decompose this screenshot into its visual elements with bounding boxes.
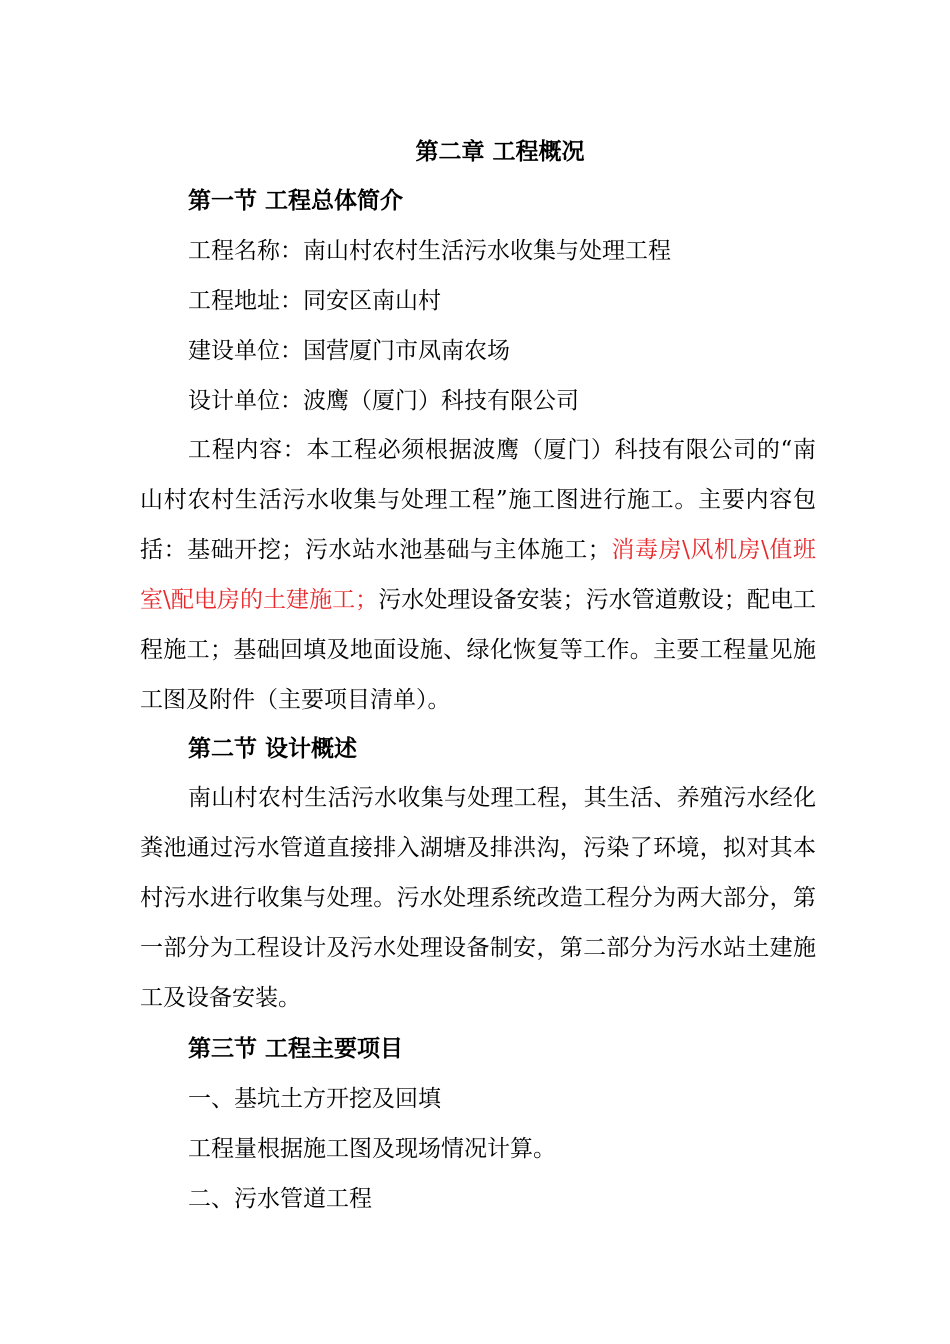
section-2-title: 第二节 设计概述 <box>188 735 358 762</box>
project-address-line: 工程地址：同安区南山村 <box>188 288 441 314</box>
project-content-text-1: 工程内容：本工程必须根据波鹰（厦门）科技有限公司的“南山村农村生活污水收集与处理工程”施工图进行施工。主要内容包括：基础开挖；污水站水池基础与主体施工； <box>140 437 816 563</box>
project-name-line: 工程名称：南山村农村生活污水收集与处理工程 <box>188 238 671 264</box>
chapter-title: 第二章 工程概况 <box>415 138 585 165</box>
design-overview-paragraph: 南山村农村生活污水收集与处理工程，其生活、养殖污水经化粪池通过污水管道直接排入湖塘及排洪沟，污染了环境，拟对其本村污水进行收集与处理。污水处理系统改造工程分为两大部分，第一部分为工程设计及污水处理设备制安，第二部分为污水站土建施工及设备安装。 <box>140 785 816 1011</box>
designer-line: 设计单位：波鹰（厦门）科技有限公司 <box>188 388 579 414</box>
project-content-highlight: 消毒房\风机房\值班室\配电房的土建施工； <box>140 537 817 613</box>
project-content-paragraph <box>140 425 816 725</box>
item-1-text: 工程量根据施工图及现场情况计算。 <box>188 1136 556 1162</box>
item-1-title: 一、基坑土方开挖及回填 <box>188 1086 441 1112</box>
project-content-text-2: 污水处理设备安装；污水管道敷设；配电工程施工；基础回填及地面设施、绿化恢复等工作。主要工程量见施工图及附件（主要项目清单）。 <box>140 587 817 713</box>
builder-line: 建设单位：国营厦门市凤南农场 <box>188 338 510 364</box>
section-1-title: 第一节 工程总体简介 <box>188 187 404 214</box>
section-3-title: 第三节 工程主要项目 <box>188 1035 404 1062</box>
item-2-title: 二、污水管道工程 <box>188 1186 372 1212</box>
